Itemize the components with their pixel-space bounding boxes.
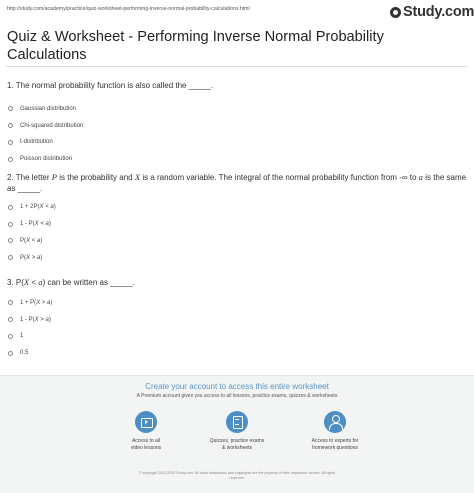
cta-title-link[interactable]: Create your account to access this entire worksheet xyxy=(145,382,329,391)
logo-text: Study.com xyxy=(403,4,474,20)
question-2-option[interactable]: P(X > a) xyxy=(7,249,467,266)
study-logo-icon xyxy=(390,7,401,18)
copyright-notice: © copyright 2003-2020 Study.com. All other trademarks and copyrights are the property of their respective owners. All rights reserved. xyxy=(138,471,336,480)
question-1-option[interactable]: Chi-squared distribution xyxy=(7,117,467,134)
feature-experts: Access to experts for homework questions xyxy=(290,411,380,451)
question-3 xyxy=(7,277,467,362)
question-2-text: 2. The letter P is the probability and X is a random variable. The integral of the normal probability function from -∞ to a is the same as _____. xyxy=(7,172,467,193)
expert-icon xyxy=(324,411,346,433)
question-2-option[interactable]: 1 + 2P(X < a) xyxy=(7,199,467,216)
feature-quizzes: Quizzes, practice exams & worksheets xyxy=(192,411,282,451)
page-url: http://study.com/academy/practice/quiz-worksheet-performing-inverse-normal-probability-calculations.html xyxy=(7,6,250,12)
question-2 xyxy=(7,172,467,266)
page-title: Quiz & Worksheet - Performing Inverse Normal Probability Calculations xyxy=(7,29,384,63)
question-3-option[interactable]: 1 + P(X > a) xyxy=(7,295,467,312)
question-2-options xyxy=(7,199,467,266)
question-3-text: 3. P(X < a) can be written as _____. xyxy=(7,277,135,287)
radio-button[interactable] xyxy=(8,106,13,111)
question-3-options xyxy=(7,295,467,362)
question-2-option[interactable]: P(X < a) xyxy=(7,233,467,250)
premium-cta-panel xyxy=(0,375,474,493)
cta-subtitle: A Premium account gives you access to all lessons, practice exams, quizzes & worksheets xyxy=(136,393,338,399)
question-1 xyxy=(7,81,467,168)
question-1-text: 1. The normal probability function is also called the _____. xyxy=(7,81,214,90)
radio-button[interactable] xyxy=(8,238,13,243)
question-1-option[interactable]: t-distribution xyxy=(7,134,467,151)
radio-button[interactable] xyxy=(8,222,13,227)
question-3-option[interactable]: 1 - P(X > a) xyxy=(7,311,467,328)
radio-button[interactable] xyxy=(8,205,13,210)
radio-button[interactable] xyxy=(8,255,13,260)
radio-button[interactable] xyxy=(8,351,13,356)
radio-button[interactable] xyxy=(8,317,13,322)
radio-button[interactable] xyxy=(8,334,13,339)
video-lessons-icon xyxy=(135,411,157,433)
title-divider xyxy=(6,66,468,67)
question-1-options xyxy=(7,101,467,168)
radio-button[interactable] xyxy=(8,300,13,305)
study-logo[interactable] xyxy=(390,2,474,22)
quiz-icon xyxy=(226,411,248,433)
radio-button[interactable] xyxy=(8,157,13,162)
question-3-option[interactable]: 1 xyxy=(7,328,467,345)
radio-button[interactable] xyxy=(8,140,13,145)
question-1-option[interactable]: Gaussian distribution xyxy=(7,101,467,118)
feature-video-lessons: Access to all video lessons xyxy=(101,411,191,451)
radio-button[interactable] xyxy=(8,123,13,128)
page-header xyxy=(0,0,474,26)
question-3-option[interactable]: 0.5 xyxy=(7,345,467,362)
question-2-option[interactable]: 1 - P(X < a) xyxy=(7,216,467,233)
question-1-option[interactable]: Poisson distribution xyxy=(7,151,467,168)
